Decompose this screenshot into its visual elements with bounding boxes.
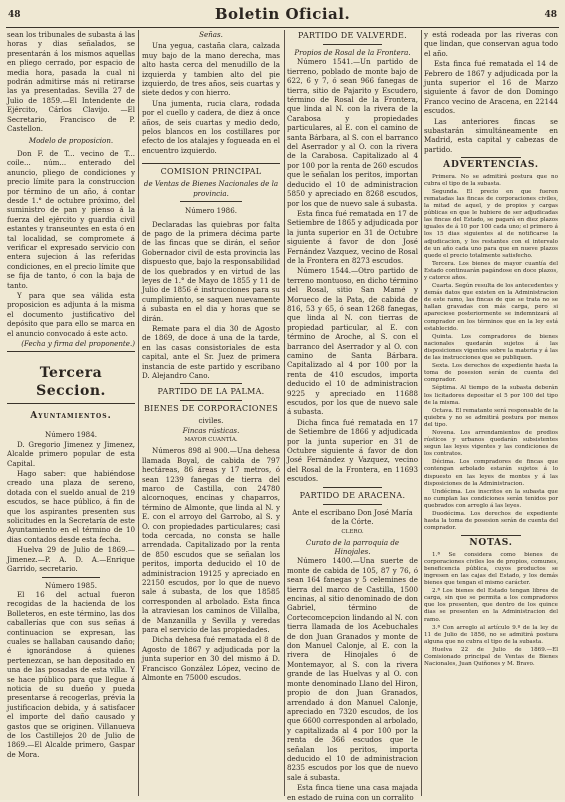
divider <box>7 351 135 352</box>
divider <box>180 383 242 384</box>
paragraph: Número 1544.—Otro partido de terreno montuoso, en dicho término del Rosal, sitio San Mamé y Morueco de la Pata, de cabida de 816, 53 y 65, ó sean 1268 fanegas, que linda al N. con tierras de propiedad particular, al E. con término de Aroche, al S. con el barranco del Aserrador y al O. con camino de Santa Bárbara. Capitalizado al 4 por 100 por la renta de 410 escudos, importa deducido el 10 de administracion 9225 y apreciado en 11688 escudos, por los que de nuevo sale á subasta. <box>287 266 418 417</box>
advertencia-item: Tercera. Los bienes de mayor cuantía del Estado continuarán pagándose en doce plazos, y catorce años. <box>424 260 558 281</box>
advertencia-item: Duodécima. Los derechos de expediente hasta la toma de posesion serán de cuenta del comprador. <box>424 511 558 532</box>
notas-list <box>424 552 558 669</box>
paragraph: Números 898 al 900.—Una dehesa llamada Boyal, de cabida de 797 hectáreas, 86 áreas y 17 metros, ó sean 1239 fanegas de tierra del marco de Castilla, con 24780 alcornoques, encinas y chaparros, término de Almonte, que linda al N. y E. con el arroyo del Garrobo, al S. y O. con propiedades particulares; casi toda cercada, no consta se halle arrendada. Capitalizado por la renta de 850 escudos que se señalan los peritos, importa deducido el 10 de administracion 19125 y apreciado en 22150 escudos, por lo que de nuevo sale á subasta, de los que 18585 corresponden al arbolado. Esta finca la atraviesan los caminos de Villalba, de Manzanilla y Sevilla y veredas para el servicio de las propiedades. <box>142 446 280 635</box>
advertencia-item: Novena. Los arrendamientos de predios rústicos y urbanos quedarán subsistentes segun las leyes vigentes y las condiciones de los contratos. <box>424 429 558 458</box>
property-class: CLERO. <box>341 528 364 535</box>
advertencia-item: Décima. Los compradores de fincas que contengan arbolado estarán sujetos á lo dispuesto en las leyes de montes y á las disposiciones de la Administracion. <box>424 459 558 487</box>
column-divider <box>138 30 139 796</box>
paragraph: Una yegua, castaña clara, calzada muy bajo de la mano derecha, mas alto hasta cerca del menudillo de la izquierda y tambien alto del pie izquierdo, de tres años, seis cuartas y siete dedos y con hierro. <box>142 41 280 98</box>
advertencia-item: Primera. No se admitirá postura que no cubra el tipo de la subasta. <box>424 173 558 187</box>
newspaper-title: Boletin Oficial. <box>214 5 351 23</box>
paragraph: Hago saber: que habiéndose creado una plaza de sereno, dotada con el sueldo anual de 219 escudos, se hace público, á fin de que los aspirantes presenten sus solicitudes en la Secretaría de este Ayuntamiento en el término de 10 dias contados desde esta fecha. <box>7 469 135 544</box>
paragraph: D. Gregorio Jimenez y Jimenez, Alcalde primero popular de esta Capital. <box>7 439 135 468</box>
advertencia-item: Octava. El rematante será responsable de la quiebra y no se admitirá postura por menos del tipo. <box>424 407 558 428</box>
paragraph: El 16 del actual fueron recogidas de la hacienda de los Bolleteros, en este término, las dos caballerías que con sus señas á continuacion se expresan, las cuales se hallaban causando daño; é ignorándose á quienes pertenezcan, se han depositado en una de las posadas de esta villa. Y se hace público para que llegue á noticia de su dueño y pueda presentarse á recogerlas, prévia la justificacion debida, y á satisfacer el importe del daño causado y gastos que se originen. Villanueva de los Castillejos 20 de Julio de 1869.—El Alcalde primero, Gaspar de Mora. <box>7 589 135 759</box>
commission-subtitle: de Ventas de Bienes Nacionales de la provincia. <box>143 179 279 198</box>
column-divider <box>421 30 422 796</box>
property-source: Propios de Rosal de la Frontera. <box>294 48 411 57</box>
divider <box>323 44 382 45</box>
column-2 <box>142 30 280 796</box>
district-title: PARTIDO DE ARACENA. <box>299 490 406 500</box>
nota-item: 2.ª Los bienes del Estado tengan libres de carga, sin que se permita a los compradores que los presenten, que dentro de los quince dias se presenten en la Administracion del ramo. <box>424 588 558 623</box>
advertencia-item: Sexta. Los derechos de expediente hasta la toma de posesion serán de cuenta del comprador. <box>424 363 558 384</box>
column-4 <box>424 30 558 796</box>
subsection-title: Ayuntamientos. <box>30 411 112 422</box>
issue-number: 48 <box>8 10 21 20</box>
paragraph: Las anteriores fincas se subastarán simultáneamente en Madrid, esta capital y cabezas de partido. <box>424 116 558 154</box>
advertencias-title: ADVERTENCIAS. <box>443 160 539 171</box>
paragraph: Declaradas las quiebras por falta de pago de la primera décima parte de las fincas que se dirán, el señor Gobernador civil de esta provincia las dispuesto que, bajo la responsabilidad de los quebrados y en virtud de las leyes de 1.° de Mayo de 1855 y 11 de Julio de 1856 é instrucciones para su cumplimiento, se saquen nuevamente á subasta en el dia y horas que se dirán. <box>142 219 280 323</box>
notice-number: Número 1985. <box>45 580 97 590</box>
section-title: Tercera Seccion. <box>36 365 106 400</box>
property-type: Fincas rústicas. <box>182 425 240 435</box>
page-header <box>0 0 565 30</box>
paragraph: Esta finca tiene una casa majada en estado de ruina con un corralito <box>287 783 418 802</box>
paragraph: Remate para el dia 30 de Agosto de 1869, de doce á una de la tarde, en las casas consistoriales de esta capital, ante el Sr. Juez de primera instancia de este partido y escribano D. Alejandro Cano. <box>142 323 280 380</box>
paragraph: Y para que sea válida esta proposicion es adjunta á la misma el documento justificativo del depósito que para ello se marca en el anuncio convocado á este acto. <box>7 290 135 338</box>
subheading: Señas. <box>199 30 223 39</box>
paragraph: y está rodeada por las riveras con que lindan, que conservan agua todo el año. <box>424 30 558 58</box>
paragraph: Esta finca fué rematada el 14 de Febrero de 1867 y adjudicada por la junta superior el 16 de Marzo siguiente á favor de don Domingo Franco vecino de Aracena, en 22144 escudos. <box>424 59 558 116</box>
divider <box>7 403 135 404</box>
paragraph: Don F. de T... vecino de T... coile... núm... enterado del anuncio, pliego de condiciones y precio límite para la construccion por término de un año, á contar desde 1.° de octubre próximo, del suministro de pan y pienso á la fuerza del ejército y guardia civil estantes y transeuntes en esta ó en tal localidad, se compromete á verificar el expresado servicio con entera sujecion á las referidas condiciones, en el precio límite que se fija de tanto, ó con la baja de tanto. <box>7 148 135 290</box>
model-title: Modelo de proposicion. <box>28 136 114 146</box>
advertencia-item: Séptima. Al tiempo de la subasta deberán los licitadores depositar el 5 por 100 del tipo de la misma. <box>424 385 558 406</box>
signature-line: (Fecha y firma del proponente.) <box>21 339 135 348</box>
divider <box>180 400 242 401</box>
paragraph: Una jumenta, rucia clara, rodada por el cuello y cadera, de diez á once años, de seis cuartas y medio dedo, pelos blancos en los costillares por efecto de los atalajes y fogueada en el encuentro izquierdo. <box>142 98 280 155</box>
paragraph: sean los tribunales de subasta á las horas y dias señalados, se presentarán á los mismos aquellas en pliego cerrado, por espacio de media hora, pasada la cual ni podrán admitirse más ni retirarse las ya presentadas. Sevilla 27 de Julio de 1859.—El Intendente de Ejército, Cárlos Clavijo. —El Secretario, Francisco de P. Castellon. <box>7 30 135 134</box>
property-class-title: BIENES DE CORPORACIONES <box>143 404 279 414</box>
nota-item: 3.ª Con arreglo al artículo 9.º de la ley de 11 de Julio de 1856, no se admitirá postura alguna que no cubra el tipo de la subasta. <box>424 624 558 645</box>
notas-title: NOTAS. <box>469 538 513 549</box>
advertencias-list <box>424 174 558 533</box>
district-title: PARTIDO DE LA PALMA. <box>157 387 265 397</box>
advertencia-item: Undécima. Los inscritos en la subasta que no cumplan las condiciones serán tenidos por quebrados con arreglo á las leyes. <box>424 488 558 509</box>
commission-title: COMISION PRINCIPAL <box>160 167 262 177</box>
paragraph: Esta finca fué rematada en 17 de Setiembre de 1865 y adjudicada por la junta superior en 31 de Octubre siguiente á favor de don José Fernández Vazquez, vecino de Rosal de la Frontera en 8273 escudos. <box>287 208 418 265</box>
divider <box>461 535 521 536</box>
nota-item: Huelva 22 de Julio de 1869.—El Comisionado principal de Ventas de Bienes Nacionales, Juan Quiñones y M. Bravo. <box>424 646 558 668</box>
column-1 <box>7 30 135 796</box>
advertencia-item: Cuarta. Según resulta de los antecedentes y demás datos que existen en la Administracion de este ramo, las fincas de que se trata no se hallan gravadas con más carga, pero si apareciese posteriormente se indemnizará al comprador en los términos que en la ley está establecido. <box>424 283 558 332</box>
district-title: PARTIDO DE VALVERDE. <box>298 31 407 40</box>
value-class: MAYOR CUANTÍA. <box>184 437 238 444</box>
advertencia-item: Quinta. Los compradores de bienes nacionales quedarán sujetos á las disposiciones vigentes sobre la materia y á las de las instrucciones que se publiquen. <box>424 333 558 362</box>
divider <box>323 487 382 488</box>
paragraph: Número 1400.—Una suerte de monte de cabida de 105, 87 y 76, ó sean 164 fanegas y 5 celemines de tierra del marco de Castilla, 1500 encinas, al sitio denominado de don Gabriel, término de Cortecomcepcion lindando al N. con tierra llamada de los Acebuchales de don Juan Granados y monte de don Manuel Calonje, al E. con la rivera de Hinojales ó de Montemayor, al S. con la rivera grande de las Huelvas y al O. con monte denominado Llano del Hiron, propio de don Juan Granados, arrendado á don Manuel Calonje, apreciado en 7320 escudos, de los que 6600 corresponden al arbolado, y capitalizada al 4 por 100 por la renta de 366 escudos que le señalan los peritos, importa deducido el 10 de administracion 8235 escudos por los que de nuevo sale á subasta. <box>287 556 418 782</box>
nota-item: 1.ª Se considera como bienes de corporaciones civiles los de propios, comunes, beneficencia pública, cuyos productos se ingresen en las cajas del Estado, y los demás bienes que tengan el mismo carácter. <box>424 551 558 587</box>
page-number: 48 <box>544 10 557 20</box>
advertencia-item: Segunda. El precio en que fueren rematadas las fincas de corporaciones civiles, la mitad de aquel, y de propios y cargas públicas en que le hubiere de ser adjudicadas las fincas del Estado, se pagará en diez plazos iguales de á 10 por 100 cada uno; el primero á los 15 dias siguientes al de notificarse la adjudicacion, y los restantes con el intervalo de un año cada uno para que en nueve plazos quede el precio totalmente satisfecho. <box>424 188 558 259</box>
paragraph: Dicha finca fué rematada en 17 de Setiembre de 1866 y adjudicada por la junta superior en 31 de Octubre siguiente á favor de don José Fernández y Vazquez, vecino del Rosal de la Frontera, en 11693 escudos. <box>287 417 418 484</box>
divider <box>461 157 521 158</box>
column-divider <box>284 30 285 796</box>
notice-number: Número 1986. <box>185 206 237 216</box>
divider <box>180 201 242 202</box>
paragraph: Dicha dehesa fué rematada el 8 de Agosto de 1867 y adjudicada por la junta superior en 30 del mismo á D. Francisco González López, vecino de Almonte en 75000 escudos. <box>142 635 280 683</box>
column-3 <box>287 30 418 802</box>
header-rule <box>6 27 559 28</box>
property-class-subtitle: civiles. <box>198 416 224 426</box>
divider <box>42 577 100 578</box>
property-source: Curato de la parroquia de Hinojales. <box>305 537 400 556</box>
notary-line: Ante el escribano Don José María de la Córte. <box>292 507 413 527</box>
notice-number: Número 1984. <box>45 430 97 440</box>
divider <box>142 163 280 164</box>
paragraph: Número 1541.—Un partido de tierreno, poblado de monte bajo de 622, 6 y 7, ó sean 966 fanegas de tierra, sitio de Pajarito y Escudero, término de Rosal de la Frontera, que linda al N. con la rivera de la Carabosa y propiedades particulares, al E. con el camino de santa Bárbara, al S. con el barranco del Aserrador y al O. con la rivera de la Carabosa. Capitalizado al 4 por 100 por la renta de 260 escudos que le señalan los peritos, importan deducido el 10 de administracion 5850 y apreciado en 8268 escudos, por los que de nuevo sale á subasta. <box>287 57 418 208</box>
paragraph: Huelva 29 de Julio de 1869.—Jimenez.—P. A. D. A.—Enrique Garrido, secretario. <box>7 545 135 574</box>
divider <box>323 504 382 505</box>
